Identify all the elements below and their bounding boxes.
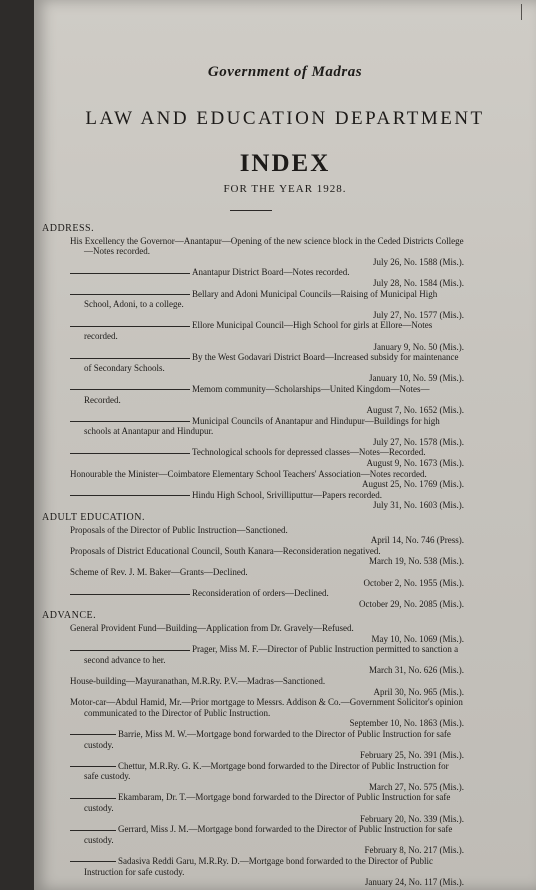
index-entry bbox=[42, 447, 466, 468]
ditto-dash bbox=[70, 861, 116, 862]
entry-subject: General Provident Fund—Building—Application from Dr. Gravely—Refused. bbox=[70, 622, 354, 633]
entry-reference: September 10, No. 1863 (Mis.). bbox=[349, 718, 464, 729]
year-subtitle: FOR THE YEAR 1928. bbox=[223, 183, 347, 195]
entry-subject: Chettur, M.R.Ry. G. K.—Mortgage bond forwarded to the Director of Public Instruction for safe custody. bbox=[84, 760, 449, 782]
index-entry bbox=[42, 761, 466, 793]
entry-text bbox=[70, 546, 464, 557]
entry-text bbox=[70, 289, 464, 310]
entry-subject: Reconsideration of orders—Declined. bbox=[192, 588, 329, 599]
index-entry bbox=[42, 267, 466, 288]
entry-text bbox=[70, 588, 464, 599]
ditto-dash bbox=[70, 594, 190, 595]
index-content bbox=[42, 222, 466, 888]
entry-reference: January 24, No. 117 (Mis.). bbox=[364, 877, 464, 888]
entry-subject: Prager, Miss M. F.—Director of Public Instruction permitted to sanction a second advance to her. bbox=[84, 644, 459, 665]
entry-reference: April 14, No. 746 (Press). bbox=[370, 535, 464, 546]
entry-subject: House-building—Mayuranathan, M.R.Ry. P.V.—Madras—Sanctioned. bbox=[70, 675, 326, 686]
entry-reference: July 31, No. 1603 (Mis.). bbox=[372, 500, 464, 511]
entry-text bbox=[70, 320, 464, 341]
index-entry bbox=[42, 289, 466, 321]
entry-text bbox=[70, 567, 464, 578]
entry-reference: April 30, No. 965 (Mis.). bbox=[373, 686, 464, 697]
entry-reference: May 10, No. 1069 (Mis.). bbox=[371, 633, 464, 644]
index-section bbox=[42, 224, 466, 511]
index-entry bbox=[42, 567, 466, 588]
ditto-dash bbox=[70, 358, 190, 359]
index-entry bbox=[42, 490, 466, 511]
entry-reference: February 25, No. 391 (Mis.). bbox=[360, 750, 464, 761]
entry-subject: Gerrard, Miss J. M.—Mortgage bond forwarded to the Director of Public Instruction for safe custody. bbox=[84, 824, 453, 845]
index-entry bbox=[42, 352, 466, 384]
index-entry bbox=[42, 792, 466, 824]
ditto-dash bbox=[70, 495, 190, 496]
entry-text bbox=[70, 644, 464, 665]
ditto-dash bbox=[70, 766, 116, 767]
entry-subject: Municipal Councils of Anantapur and Hindupur—Buildings for high schools at Anantapur and Hindupur. bbox=[84, 415, 440, 437]
index-entry bbox=[42, 546, 466, 567]
index-entry bbox=[42, 469, 466, 490]
entry-text bbox=[70, 697, 464, 718]
index-entry bbox=[42, 697, 466, 729]
margin-mark bbox=[511, 4, 522, 20]
entry-text bbox=[70, 761, 464, 782]
index-entry bbox=[42, 384, 466, 416]
entry-reference: August 25, No. 1769 (Mis.). bbox=[361, 479, 464, 490]
entry-text bbox=[70, 729, 464, 750]
entry-reference: March 19, No. 538 (Mis.). bbox=[369, 556, 464, 567]
entry-reference: February 20, No. 339 (Mis.). bbox=[360, 813, 464, 824]
entry-text bbox=[70, 792, 464, 813]
entry-reference: October 29, No. 2085 (Mis.). bbox=[359, 598, 464, 609]
entry-subject: Barrie, Miss M. W.—Mortgage bond forwarded to the Director of Public Instruction for safe custody. bbox=[84, 728, 451, 750]
entry-text bbox=[70, 416, 464, 437]
section-title: ADULT EDUCATION. bbox=[42, 512, 145, 524]
entry-reference: July 27, No. 1578 (Mis.). bbox=[372, 436, 464, 447]
entry-text bbox=[70, 490, 464, 501]
entry-subject: Ellore Municipal Council—High School for girls at Ellore—Notes recorded. bbox=[84, 320, 433, 341]
entry-text bbox=[70, 384, 464, 405]
index-entry bbox=[42, 729, 466, 761]
entry-reference: July 28, No. 1584 (Mis.). bbox=[372, 277, 464, 288]
department-heading: LAW AND EDUCATION DEPARTMENT bbox=[85, 108, 485, 129]
ditto-dash bbox=[70, 326, 190, 327]
ditto-dash bbox=[70, 421, 190, 422]
ditto-dash bbox=[70, 389, 190, 390]
entry-subject: By the West Godavari District Board—Increased subsidy for maintenance of Secondary Schools. bbox=[84, 352, 459, 373]
index-entry bbox=[42, 525, 466, 546]
entry-subject: His Excellency the Governor—Anantapur—Opening of the new science block in the Ceded Districts College—Notes recorded. bbox=[70, 235, 464, 257]
section-title: ADDRESS. bbox=[42, 223, 95, 234]
entry-subject: Memom community—Scholarships—United Kingdom—Notes—Recorded. bbox=[84, 383, 430, 405]
entry-reference: March 31, No. 626 (Mis.). bbox=[369, 665, 464, 676]
entry-subject: Anantapur District Board—Notes recorded. bbox=[192, 267, 350, 278]
entry-text bbox=[70, 352, 464, 373]
document-page bbox=[34, 0, 536, 890]
index-entry bbox=[42, 588, 466, 609]
ditto-dash bbox=[70, 273, 190, 274]
ditto-dash bbox=[70, 453, 190, 454]
entry-reference: August 9, No. 1673 (Mis.). bbox=[366, 458, 464, 469]
index-entry bbox=[42, 856, 466, 888]
entry-reference: October 2, No. 1955 (Mis.). bbox=[363, 577, 464, 588]
section-title: ADVANCE. bbox=[42, 610, 97, 622]
entry-subject: Hindu High School, Srivilliputtur—Papers recorded. bbox=[192, 489, 382, 500]
index-entry bbox=[42, 676, 466, 697]
entry-subject: Scheme of Rev. J. M. Baker—Grants—Declined. bbox=[70, 567, 248, 577]
ditto-dash bbox=[70, 798, 116, 799]
entry-text bbox=[70, 469, 464, 480]
entry-subject: Technological schools for depressed classes—Notes—Recorded. bbox=[192, 447, 426, 458]
entry-reference: February 8, No. 217 (Mis.). bbox=[364, 845, 464, 856]
entry-subject: Ekambaram, Dr. T.—Mortgage bond forwarded to the Director of Public Instruction for safe custody. bbox=[84, 792, 451, 814]
entry-subject: Honourable the Minister—Coimbatore Elementary School Teachers' Association—Notes recorded. bbox=[70, 468, 427, 479]
ditto-dash bbox=[70, 294, 190, 295]
entry-text bbox=[70, 236, 464, 257]
entry-subject: Proposals of District Educational Council, South Kanara—Reconsideration negatived. bbox=[70, 545, 381, 556]
entry-reference: January 9, No. 50 (Mis.). bbox=[373, 341, 464, 352]
entry-text bbox=[70, 856, 464, 877]
ditto-dash bbox=[70, 734, 116, 735]
entry-text bbox=[70, 623, 464, 634]
government-heading: Government of Madras bbox=[207, 64, 363, 80]
entry-reference: January 10, No. 59 (Mis.). bbox=[369, 373, 464, 384]
entry-reference: March 27, No. 575 (Mis.). bbox=[369, 781, 464, 792]
index-entry bbox=[42, 623, 466, 644]
entry-subject: Proposals of the Director of Public Instruction—Sanctioned. bbox=[70, 524, 288, 535]
entry-reference: July 27, No. 1577 (Mis.). bbox=[372, 309, 464, 320]
entry-reference: August 7, No. 1652 (Mis.). bbox=[366, 405, 464, 416]
index-section bbox=[42, 513, 466, 609]
index-entry bbox=[42, 824, 466, 856]
entry-text bbox=[70, 525, 464, 536]
entry-text bbox=[70, 824, 464, 845]
entry-text bbox=[70, 267, 464, 278]
entry-subject: Motor-car—Abdul Hamid, Mr.—Prior mortgage to Messrs. Addison & Co.—Government Solicitor's opinion communicated to the Director of Public Instruction. bbox=[70, 697, 463, 718]
entry-subject: Sadasiva Reddi Garu, M.R.Ry. D.—Mortgage bond forwarded to the Director of Public Instruction for safe custody. bbox=[84, 856, 433, 877]
entry-reference: July 26, No. 1588 (Mis.). bbox=[372, 256, 464, 267]
entry-text bbox=[70, 447, 464, 458]
title-divider bbox=[230, 210, 272, 211]
index-entry bbox=[42, 416, 466, 448]
index-entry bbox=[42, 320, 466, 352]
index-entry bbox=[42, 644, 466, 676]
ditto-dash bbox=[70, 830, 116, 831]
index-title: INDEX bbox=[239, 150, 331, 177]
entry-text bbox=[70, 676, 464, 687]
index-entry bbox=[42, 236, 466, 268]
index-section bbox=[42, 611, 466, 887]
entry-subject: Bellary and Adoni Municipal Councils—Raising of Municipal High School, Adoni, to a college. bbox=[84, 288, 438, 310]
ditto-dash bbox=[70, 650, 190, 651]
